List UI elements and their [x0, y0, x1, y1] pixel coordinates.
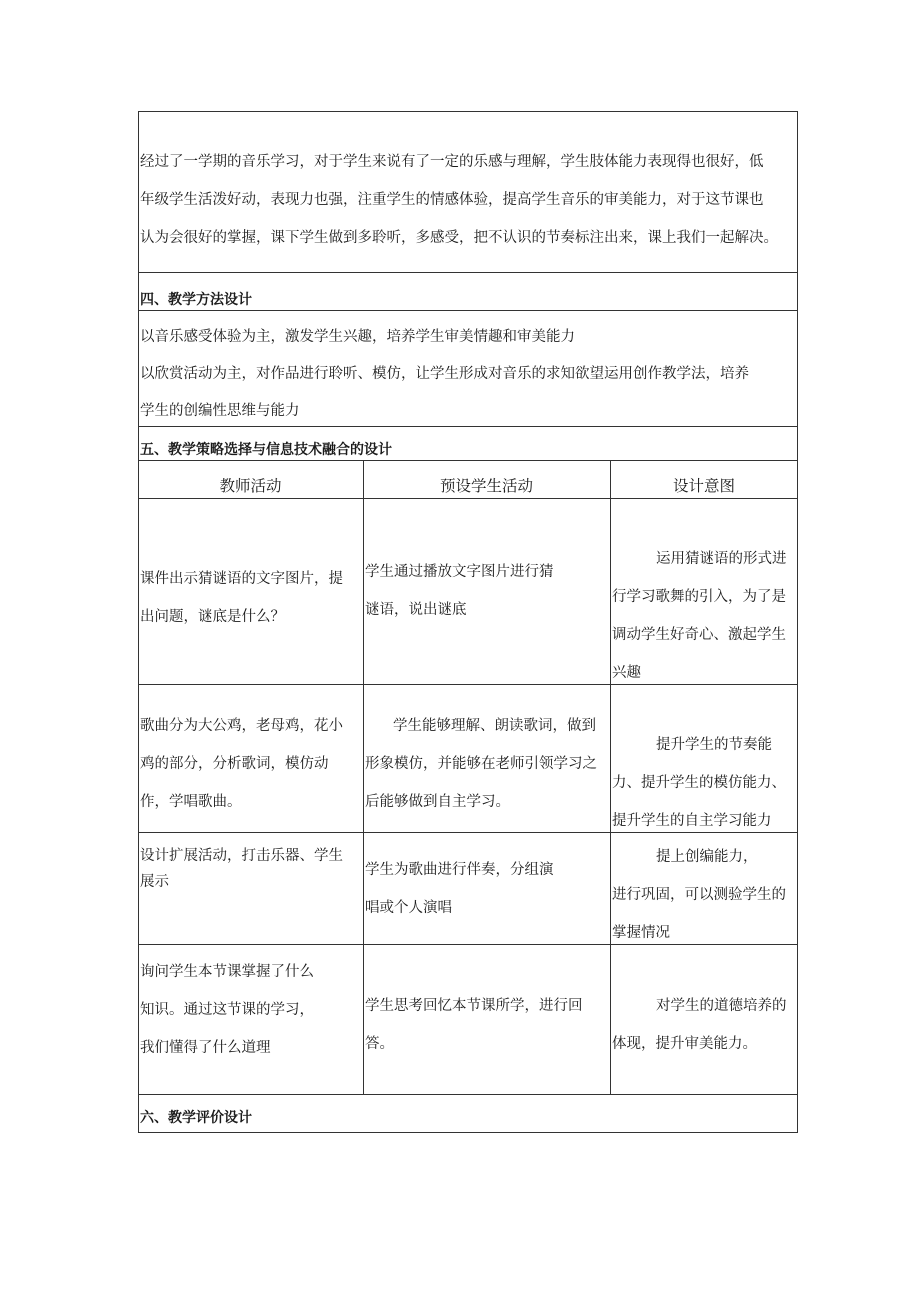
- row-2-student-line-2: 形象模仿，并能够在老师引领学习之: [365, 756, 597, 772]
- column-header-student: 预设学生活动: [439, 477, 533, 495]
- row-3-student: [365, 851, 609, 927]
- row-2-intent: [612, 726, 798, 840]
- row-2-student-line-3: 后能够做到自主学习。: [365, 794, 510, 810]
- method-line-2a: 以欣赏活动为主，对作品进行聆听、模仿，让学生形成对音乐的求知欲望运用创作教学法，培养: [140, 366, 749, 382]
- row-3-teacher-line-1: 设计扩展活动，打击乐器、学生: [140, 848, 343, 864]
- row-3-teacher: [140, 843, 362, 895]
- rule-after-row-4: [138, 1094, 798, 1095]
- rule-after-analysis: [138, 272, 798, 273]
- row-1-teacher-line-1: 课件出示猜谜语的文字图片，提: [140, 571, 343, 587]
- row-3-intent: [612, 838, 798, 952]
- row-2-teacher: [140, 707, 362, 821]
- row-1-intent-line-2: 行学习歌舞的引入，为了是: [612, 589, 786, 605]
- method-line-2b: 学生的创编性思维与能力: [140, 403, 300, 419]
- row-4-intent: [612, 987, 798, 1063]
- method-line-1: 以音乐感受体验为主，激发学生兴趣，培养学生审美情趣和审美能力: [140, 329, 575, 345]
- column-header-teacher: 教师活动: [219, 477, 282, 495]
- column-divider-2: [610, 460, 611, 1094]
- row-4-intent-line-1: 对学生的道德培养的: [656, 998, 787, 1014]
- row-1-student-line-1: 学生通过播放文字图片进行猜: [365, 564, 554, 580]
- row-2-teacher-line-3: 作，学唱歌曲。: [140, 794, 242, 810]
- row-4-teacher-line-3: 我们懂得了什么道理: [140, 1040, 271, 1056]
- row-1-intent: [612, 540, 798, 692]
- column-header-intent: 设计意图: [672, 477, 735, 495]
- row-1-student-line-2: 谜语，说出谜底: [365, 602, 467, 618]
- row-1-intent-line-1: 运用猜谜语的形式进: [656, 551, 787, 567]
- row-2-intent-line-2: 力、提升学生的模仿能力、: [612, 775, 786, 791]
- row-4-teacher-line-2: 知识。通过这节课的学习，: [140, 1002, 314, 1018]
- analysis-line-3: 认为会很好的掌握，课下学生做到多聆听，多感受，把不认识的节奏标注出来，课上我们一起解决。: [140, 230, 778, 246]
- row-4-student-line-2: 答。: [365, 1036, 394, 1052]
- row-1-student: [365, 553, 609, 629]
- row-1-intent-line-4: 兴趣: [612, 665, 641, 681]
- row-1-teacher-line-2: 出问题，谜底是什么？: [140, 609, 285, 625]
- row-1-teacher: [140, 560, 362, 636]
- row-3-intent-line-1: 提上创编能力，: [656, 849, 758, 865]
- row-4-teacher-line-1: 询问学生本节课掌握了什么: [140, 964, 314, 980]
- heading-section-four: 四、教学方法设计: [140, 292, 252, 308]
- analysis-line-2: 年级学生活泼好动，表现力也强，注重学生的情感体验，提高学生音乐的审美能力，对于这节课也: [140, 192, 764, 208]
- row-3-teacher-line-2: 展示: [140, 874, 169, 890]
- heading-section-five: 五、教学策略选择与信息技术融合的设计: [140, 442, 392, 458]
- row-2-teacher-line-2: 鸡的部分，分析歌词，模仿动: [140, 756, 329, 772]
- row-4-student-line-1: 学生思考回忆本节课所学，进行回: [365, 998, 583, 1014]
- row-3-intent-line-2: 进行巩固，可以测验学生的: [612, 887, 786, 903]
- row-3-student-line-2: 唱或个人演唱: [365, 900, 452, 916]
- row-3-student-line-1: 学生为歌曲进行伴奏，分组演: [365, 862, 554, 878]
- analysis-line-1: 经过了一学期的音乐学习，对于学生来说有了一定的乐感与理解，学生肢体能力表现得也很好，低: [140, 154, 764, 170]
- row-3-intent-line-3: 掌握情况: [612, 925, 670, 941]
- heading-section-six: 六、教学评价设计: [140, 1110, 252, 1126]
- row-4-teacher: [140, 953, 362, 1067]
- row-2-teacher-line-1: 歌曲分为大公鸡，老母鸡，花小: [140, 718, 343, 734]
- row-2-student: [365, 707, 609, 821]
- column-divider-1: [363, 460, 364, 1094]
- row-4-student: [365, 987, 609, 1063]
- row-1-intent-line-3: 调动学生好奇心、激起学生: [612, 627, 786, 643]
- row-2-intent-line-1: 提升学生的节奏能: [656, 737, 772, 753]
- row-2-student-line-1: 学生能够理解、朗读歌词，做到: [393, 718, 596, 734]
- row-4-intent-line-2: 体现，提升审美能力。: [612, 1036, 757, 1052]
- row-2-intent-line-3: 提升学生的自主学习能力: [612, 813, 772, 829]
